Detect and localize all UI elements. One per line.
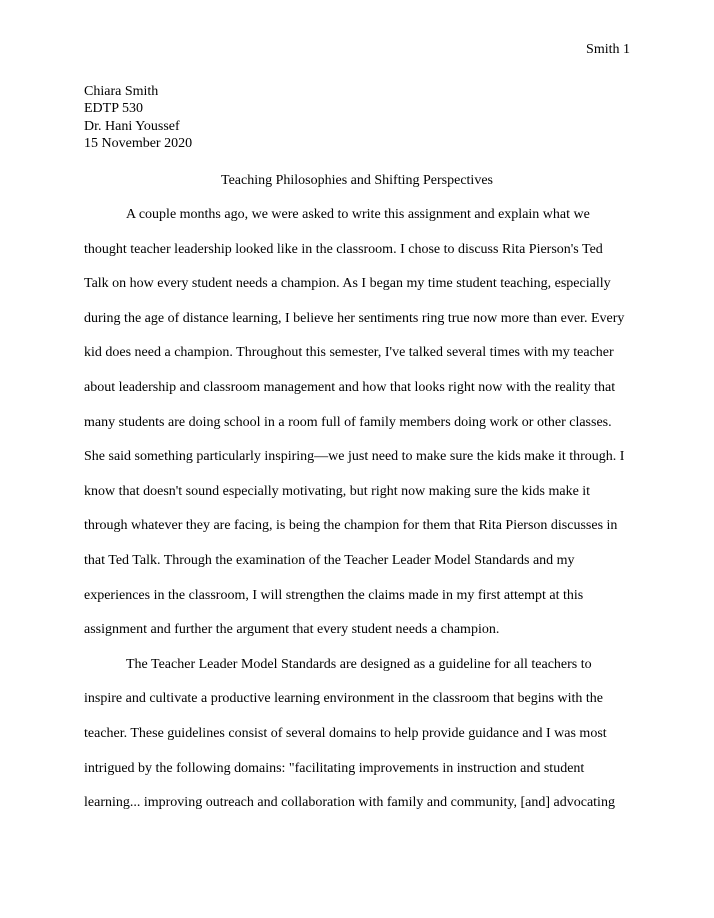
paragraph-1-line: know that doesn't sound especially motivating, but right now making sure the kids make it <box>84 483 591 499</box>
paragraph-1-line: through whatever they are facing, is being the champion for them that Rita Pierson discusses in <box>84 518 618 534</box>
paragraph-1-line: about leadership and classroom management and how that looks right now with the reality that <box>84 379 616 395</box>
document-title: Teaching Philosophies and Shifting Perspectives <box>221 173 493 188</box>
paragraph-2-line: The Teacher Leader Model Standards are designed as a guideline for all teachers to <box>126 656 592 672</box>
paragraph-2-line: learning... improving outreach and collaboration with family and community, [and] advocating <box>84 795 615 811</box>
paragraph-2-line: inspire and cultivate a productive learning environment in the classroom that begins with the <box>84 691 604 707</box>
paragraph-1-line: A couple months ago, we were asked to write this assignment and explain what we <box>126 207 590 222</box>
document-date: 15 November 2020 <box>84 135 193 151</box>
running-head: Smith 1 <box>586 42 630 57</box>
paragraph-1-line: many students are doing school in a room full of family members doing work or other classes. <box>84 414 612 430</box>
course-code: EDTP 530 <box>84 101 143 117</box>
paragraph-2-line: intrigued by the following domains: "facilitating improvements in instruction and student <box>84 760 585 776</box>
paragraph-1-line: assignment and further the argument that every student needs a champion. <box>84 622 500 638</box>
paragraph-1-line: Talk on how every student needs a champion. As I began my time student teaching, especially <box>84 276 611 292</box>
paragraph-1-line: experiences in the classroom, I will strengthen the claims made in my first attempt at this <box>84 587 584 603</box>
paragraph-1-line: kid does need a champion. Throughout this semester, I've talked several times with my teacher <box>84 345 614 361</box>
body-text <box>84 206 644 829</box>
mla-heading <box>84 83 192 152</box>
paragraph-1-line: that Ted Talk. Through the examination of the Teacher Leader Model Standards and my <box>84 552 575 568</box>
paragraph-1-line: thought teacher leadership looked like in the classroom. I chose to discuss Rita Pierson's Ted <box>84 241 603 257</box>
instructor-name: Dr. Hani Youssef <box>84 118 180 134</box>
paragraph-2-line: teacher. These guidelines consist of several domains to help provide guidance and I was most <box>84 725 607 741</box>
paragraph-1-line: during the age of distance learning, I believe her sentiments ring true now more than ever. Every <box>84 310 625 326</box>
paragraph-1-line: She said something particularly inspiring—we just need to make sure the kids make it through. I <box>84 449 625 465</box>
author-name: Chiara Smith <box>84 84 159 99</box>
